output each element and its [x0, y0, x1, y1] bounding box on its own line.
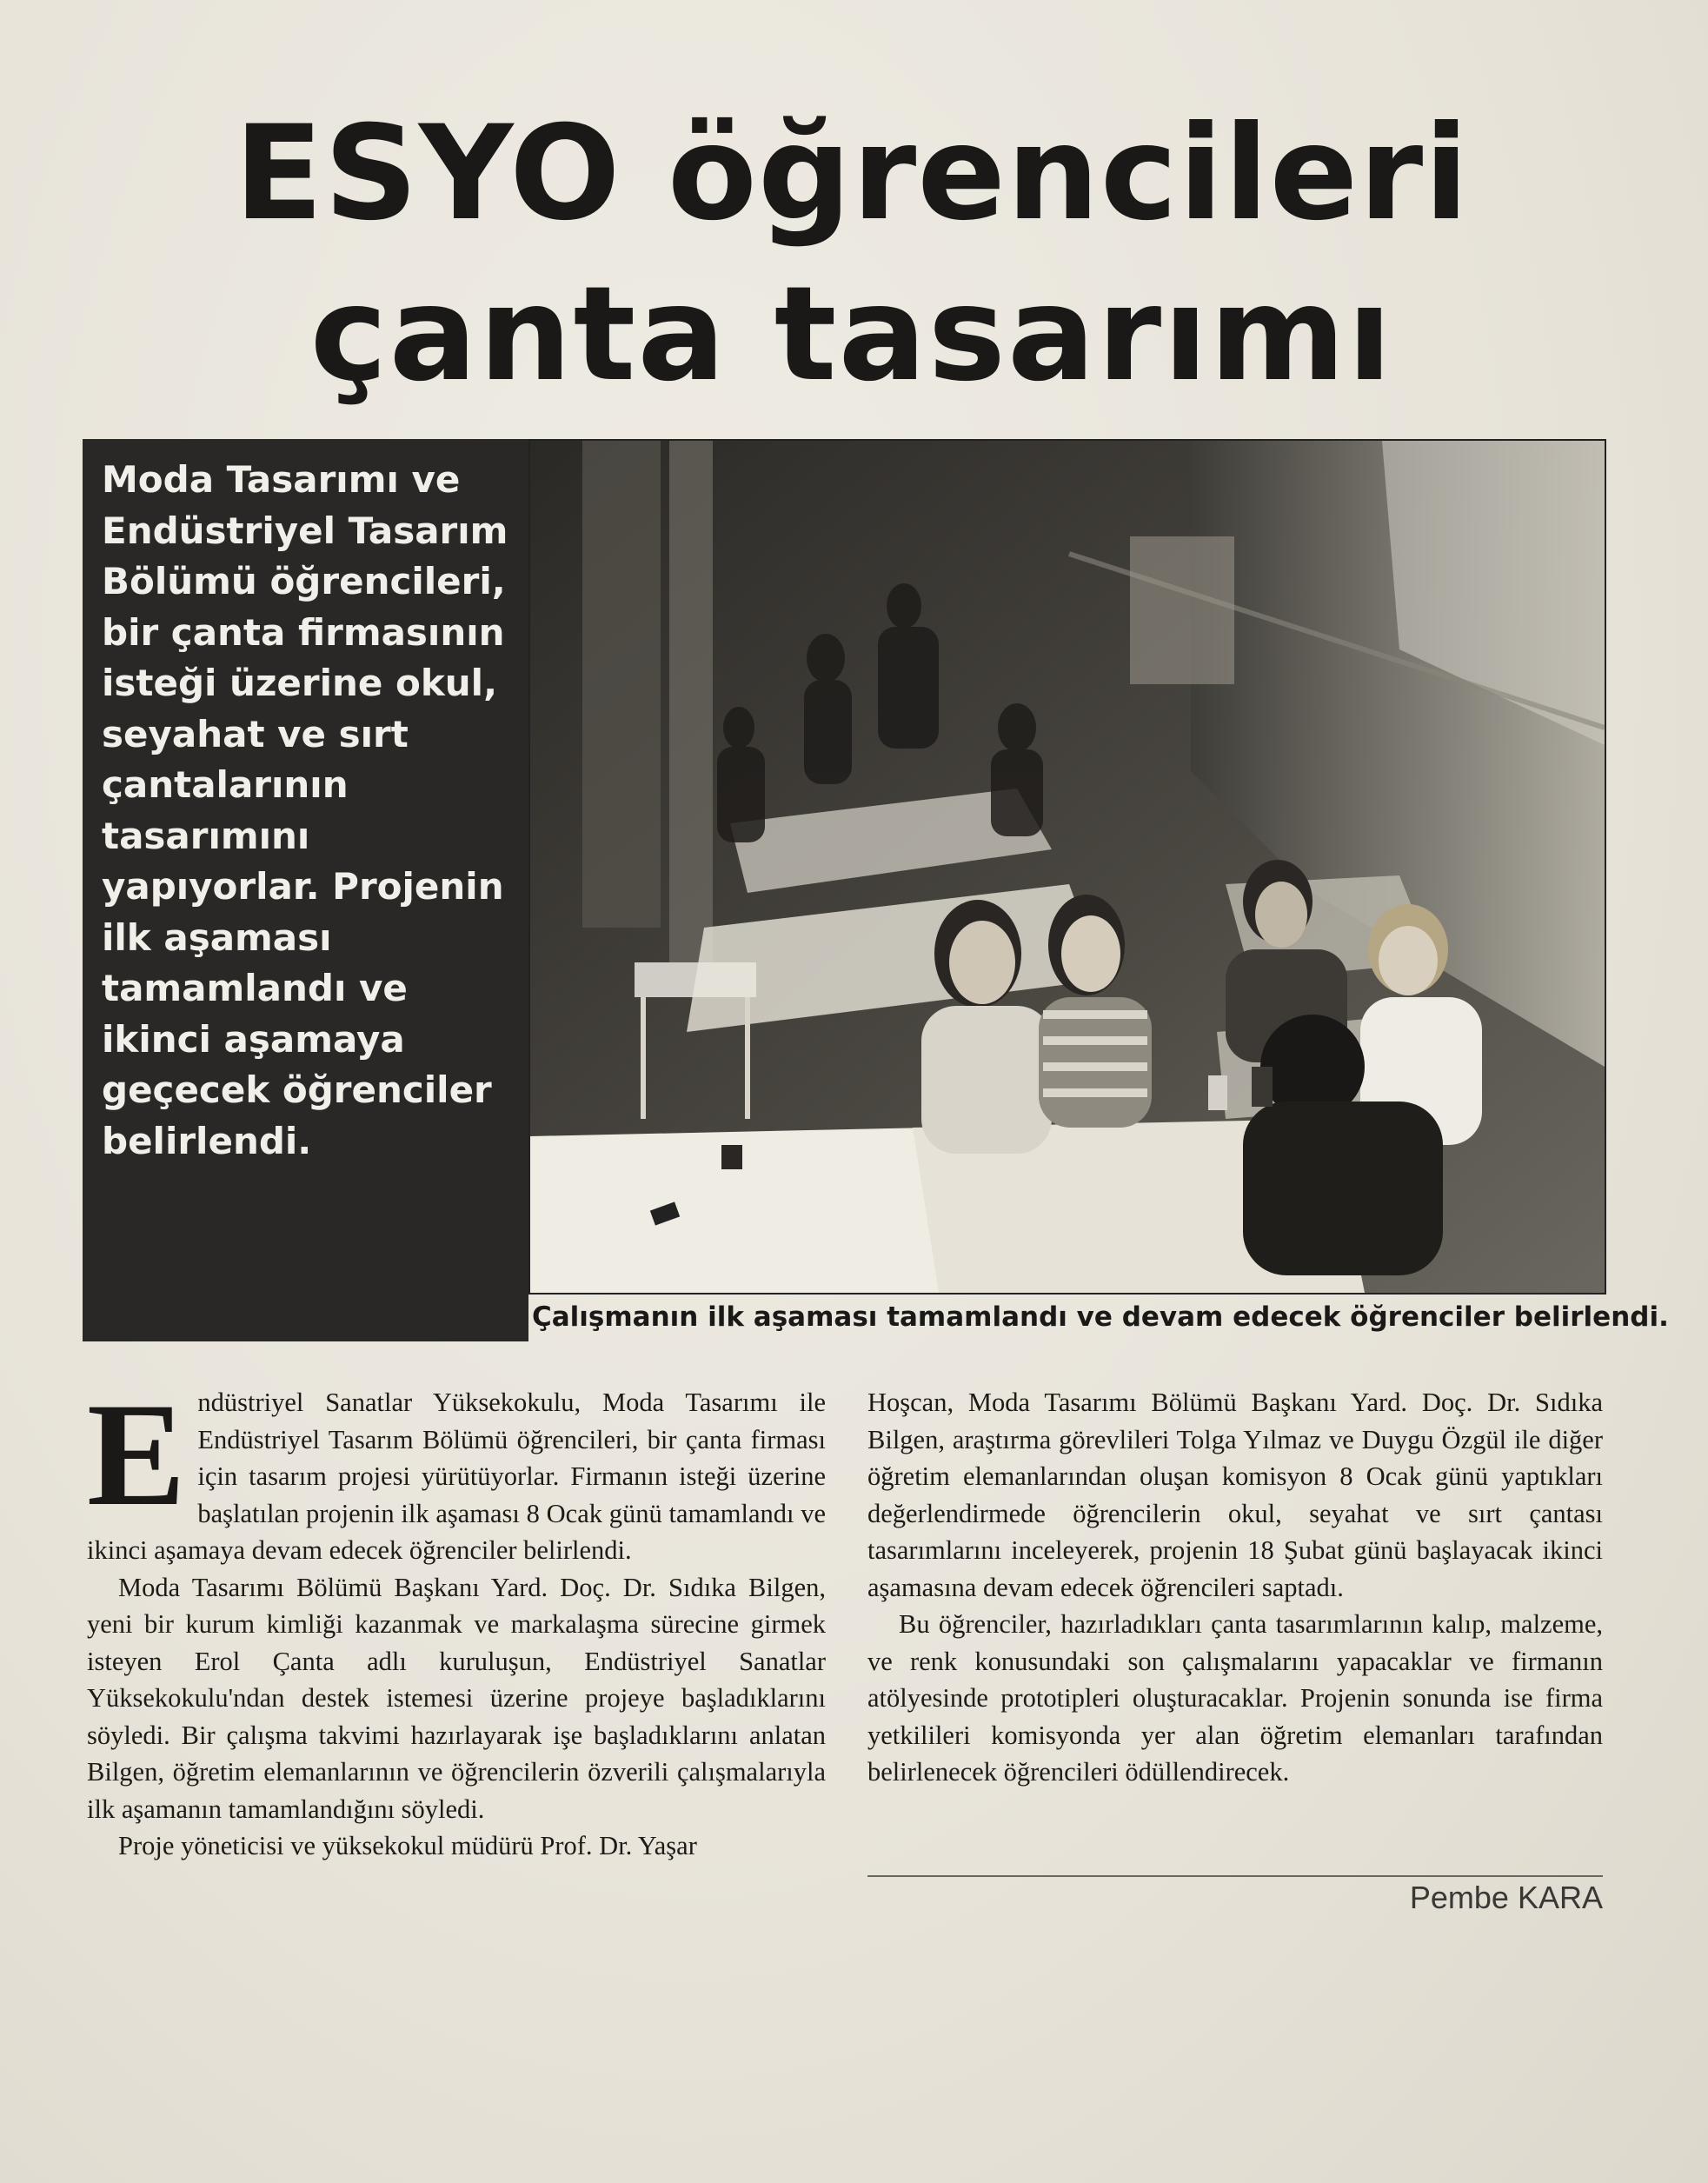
- lead-box: [83, 439, 528, 1341]
- article-paragraph: ndüstriyel Sanatlar Yüksekokulu, Moda Tasarımı ile Endüstriyel Tasarım Bölümü öğrencileri, bir çanta firması için tasarım projesi yürütüyorlar. Firmanın isteği üzerine başlatılan projenin ilk aşaması 8 Ocak günü tamamlandı ve ikinci aşamaya devam edecek öğrenciler belirlendi.: [87, 1388, 826, 1565]
- headline-line-2: çanta tasarımı: [309, 259, 1394, 410]
- lead-text: Moda Tasarımı ve Endüstriyel Tasarım Bölümü öğrencileri, bir çanta firmasının isteği üzerine okul, seyahat ve sırt çantalarının tasarımını yapıyorlar. Projenin ilk aşaması tamamlandı ve ikinci aşamaya geçecek öğrenciler belirlendi.: [102, 458, 508, 1162]
- article-column-left: [87, 1373, 826, 1865]
- article-paragraph: Bu öğrenciler, hazırladıkları çanta tasarımlarının kalıp, malzeme, ve renk konusundaki son çalışmalarını yapacaklar ve firmanın atölyesinde prototipleri oluşturacaklar. Projenin sonunda ise firma yetkilileri komisyonda yer alan öğretim elemanları tarafından belirlenecek öğrencileri ödüllendirecek.: [867, 1609, 1603, 1787]
- article-column-right: [867, 1384, 1603, 1791]
- classroom-photo: [528, 439, 1606, 1294]
- article-paragraph: Moda Tasarımı Bölümü Başkanı Yard. Doç. Dr. Sıdıka Bilgen, yeni bir kurum kimliği kazanmak ve markalaşma sürecine girmek isteyen Erol Çanta adlı kuruluşun, Endüstriyel Sanatlar Yüksekokulu'ndan destek istemesi üzerine projeye başladıklarını söyledi. Bir çalışma takvimi hazırlayarak işe başladıklarını anlatan Bilgen, öğretim elemanlarının ve öğrencilerin özverili çalışmalarıyla ilk aşamanın tamamlandığını söyledi.: [87, 1572, 826, 1824]
- photo-illustration: [530, 441, 1605, 1293]
- drop-cap: E: [87, 1373, 186, 1536]
- article-paragraph: Hoşcan, Moda Tasarımı Bölümü Başkanı Yard. Doç. Dr. Sıdıka Bilgen, araştırma görevlileri Tolga Yılmaz ve Duygu Özgül ile diğer öğretim elemanlarından oluşan komisyon 8 Ocak günü yaptıkları değerlendirmede öğrencilerin okul, seyahat ve sırt çantası tasarımlarını inceleyerek, projenin 18 Şubat günü başlayacak ikinci aşamasına devam edecek öğrencileri saptadı.: [867, 1388, 1603, 1602]
- headline-line-1: ESYO öğrencileri: [234, 98, 1470, 250]
- byline-divider: [867, 1875, 1603, 1877]
- article-paragraph: Proje yöneticisi ve yüksekokul müdürü Prof. Dr. Yaşar: [118, 1831, 697, 1860]
- byline: Pembe KARA: [1409, 1880, 1603, 1915]
- photo-caption: Çalışmanın ilk aşaması tamamlandı ve devam edecek öğrenciler belirlendi.: [532, 1301, 1669, 1333]
